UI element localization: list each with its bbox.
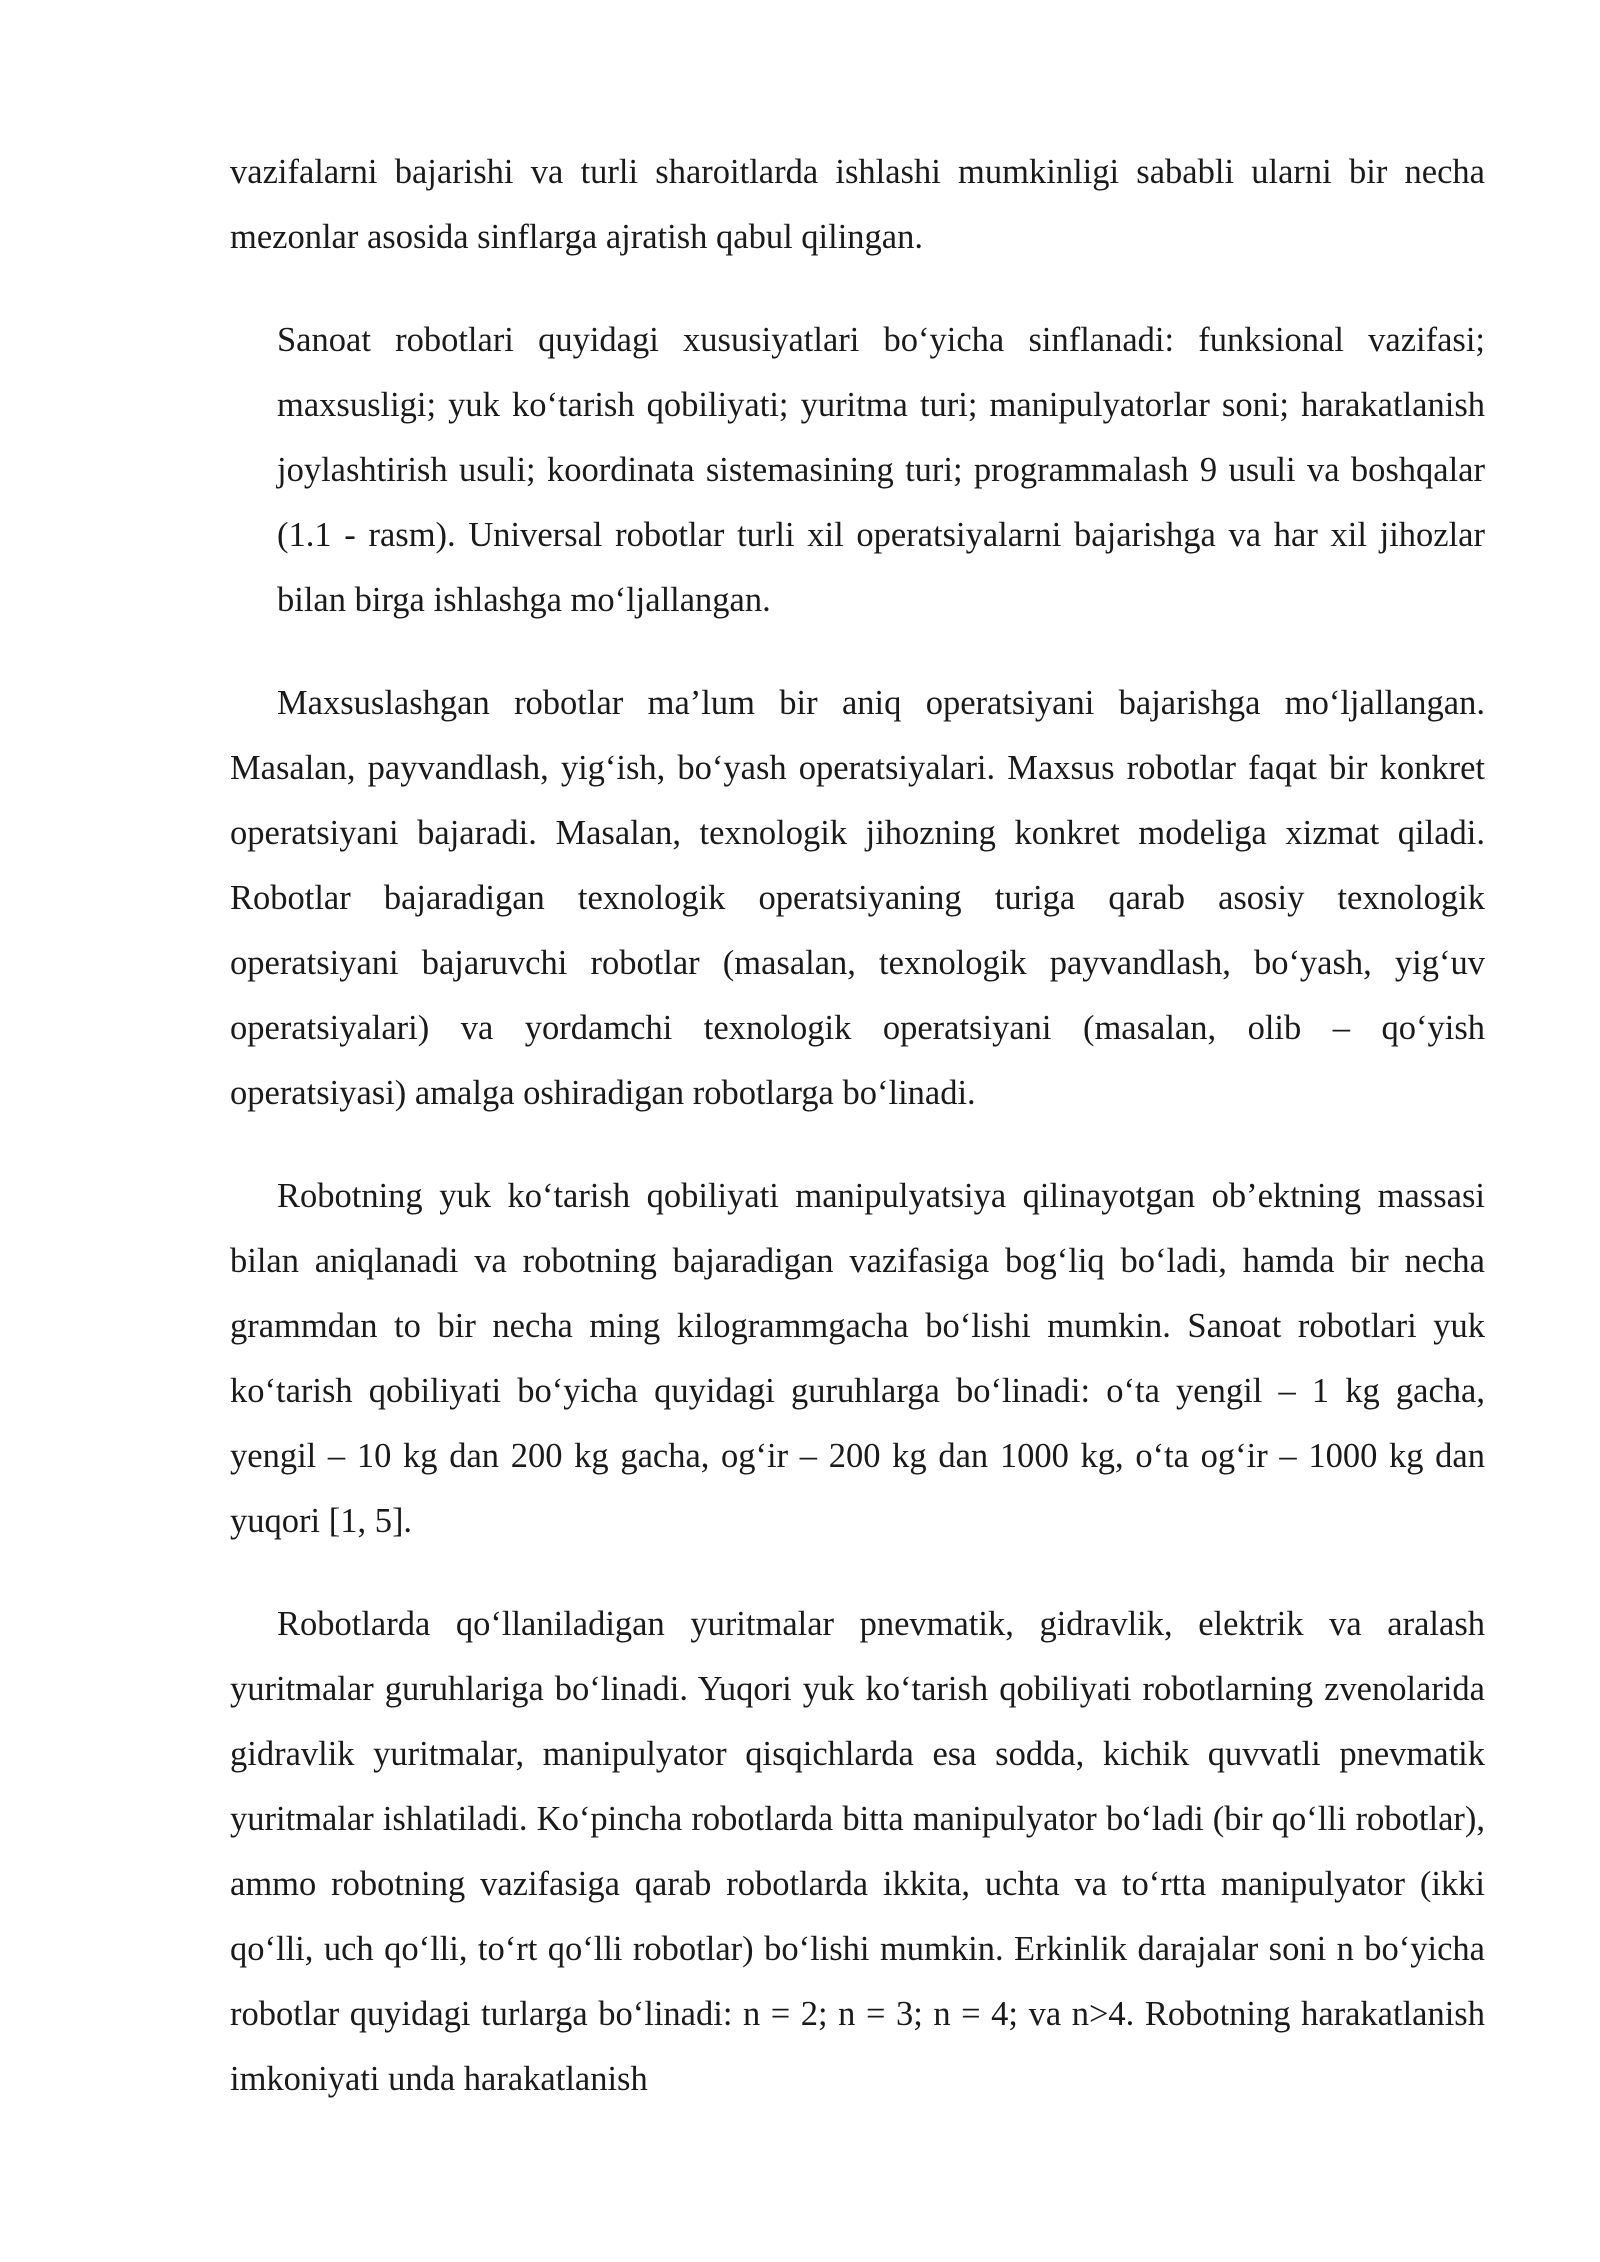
- paragraph-continuation: vazifalarni bajarishi va turli sharoitlarda ishlashi mumkinligi sababli ularni bir necha mezonlar asosida sinflarga ajratish qabul qilingan.: [230, 153, 1485, 256]
- paragraph-specialized-robots: Maxsuslashgan robotlar ma’lum bir aniq operatsiyani bajarishga mo‘ljallangan. Masalan, payvandlash, yig‘ish, bo‘yash operatsiyalari. Maxsus robotlar faqat bir konkret operatsiyani bajaradi. Masalan, texnologik jihozning konkret modeliga xizmat qiladi. Robotlar bajaradigan texnologik operatsiyaning turiga qarab asosiy texnologik operatsiyani bajaruvchi robotlar (masalan, texnologik payvandlash, bo‘yash, yig‘uv operatsiyalari) va yordamchi texnologik operatsiyani (masalan, olib – qo‘yish operatsiyasi) amalga oshiradigan robotlarga bo‘linadi.: [230, 684, 1485, 1112]
- paragraph-drives: Robotlarda qo‘llaniladigan yuritmalar pnevmatik, gidravlik, elektrik va aralash yuritmalar guruhlariga bo‘linadi. Yuqori yuk ko‘tarish qobiliyati robotlarning zvenolarida gidravlik yuritmalar, manipulyator qisqichlarda esa sodda, kichik quvvatli pnevmatik yuritmalar ishlatiladi. Ko‘pincha robotlarda bitta manipulyator bo‘ladi (bir qo‘lli robotlar), ammo robotning vazifasiga qarab robotlarda ikkita, uchta va to‘rtta manipulyator (ikki qo‘lli, uch qo‘lli, to‘rt qo‘lli robotlar) bo‘lishi mumkin. Erkinlik darajalar soni n bo‘yicha robotlar quyidagi turlarga bo‘linadi: n = 2; n = 3; n = 4; va n>4. Robotning harakatlanish imkoniyati unda harakatlanish: [230, 1605, 1485, 2098]
- paragraph-classification: Sanoat robotlari quyidagi xususiyatlari bo‘yicha sinflanadi: funksional vazifasi; maxsusligi; yuk ko‘tarish qobiliyati; yuritma turi; manipulyatorlar soni; harakatlanish joylashtirish usuli; koordinata sistemasining turi; programmalash 9 usuli va boshqalar (1.1 - rasm). Universal robotlar turli xil operatsiyalarni bajarishga va har xil jihozlar bilan birga ishlashga mo‘ljallangan.: [277, 321, 1485, 619]
- paragraph-load-capacity: Robotning yuk ko‘tarish qobiliyati manipulyatsiya qilinayotgan ob’ektning massasi bilan aniqlanadi va robotning bajaradigan vazifasiga bog‘liq bo‘ladi, hamda bir necha grammdan to bir necha ming kilogrammgacha bo‘lishi mumkin. Sanoat robotlari yuk ko‘tarish qobiliyati bo‘yicha quyidagi guruhlarga bo‘linadi: o‘ta yengil – 1 kg gacha, yengil – 10 kg dan 200 kg gacha, og‘ir – 200 kg dan 1000 kg, o‘ta og‘ir – 1000 kg dan yuqori [1, 5].: [230, 1177, 1485, 1540]
